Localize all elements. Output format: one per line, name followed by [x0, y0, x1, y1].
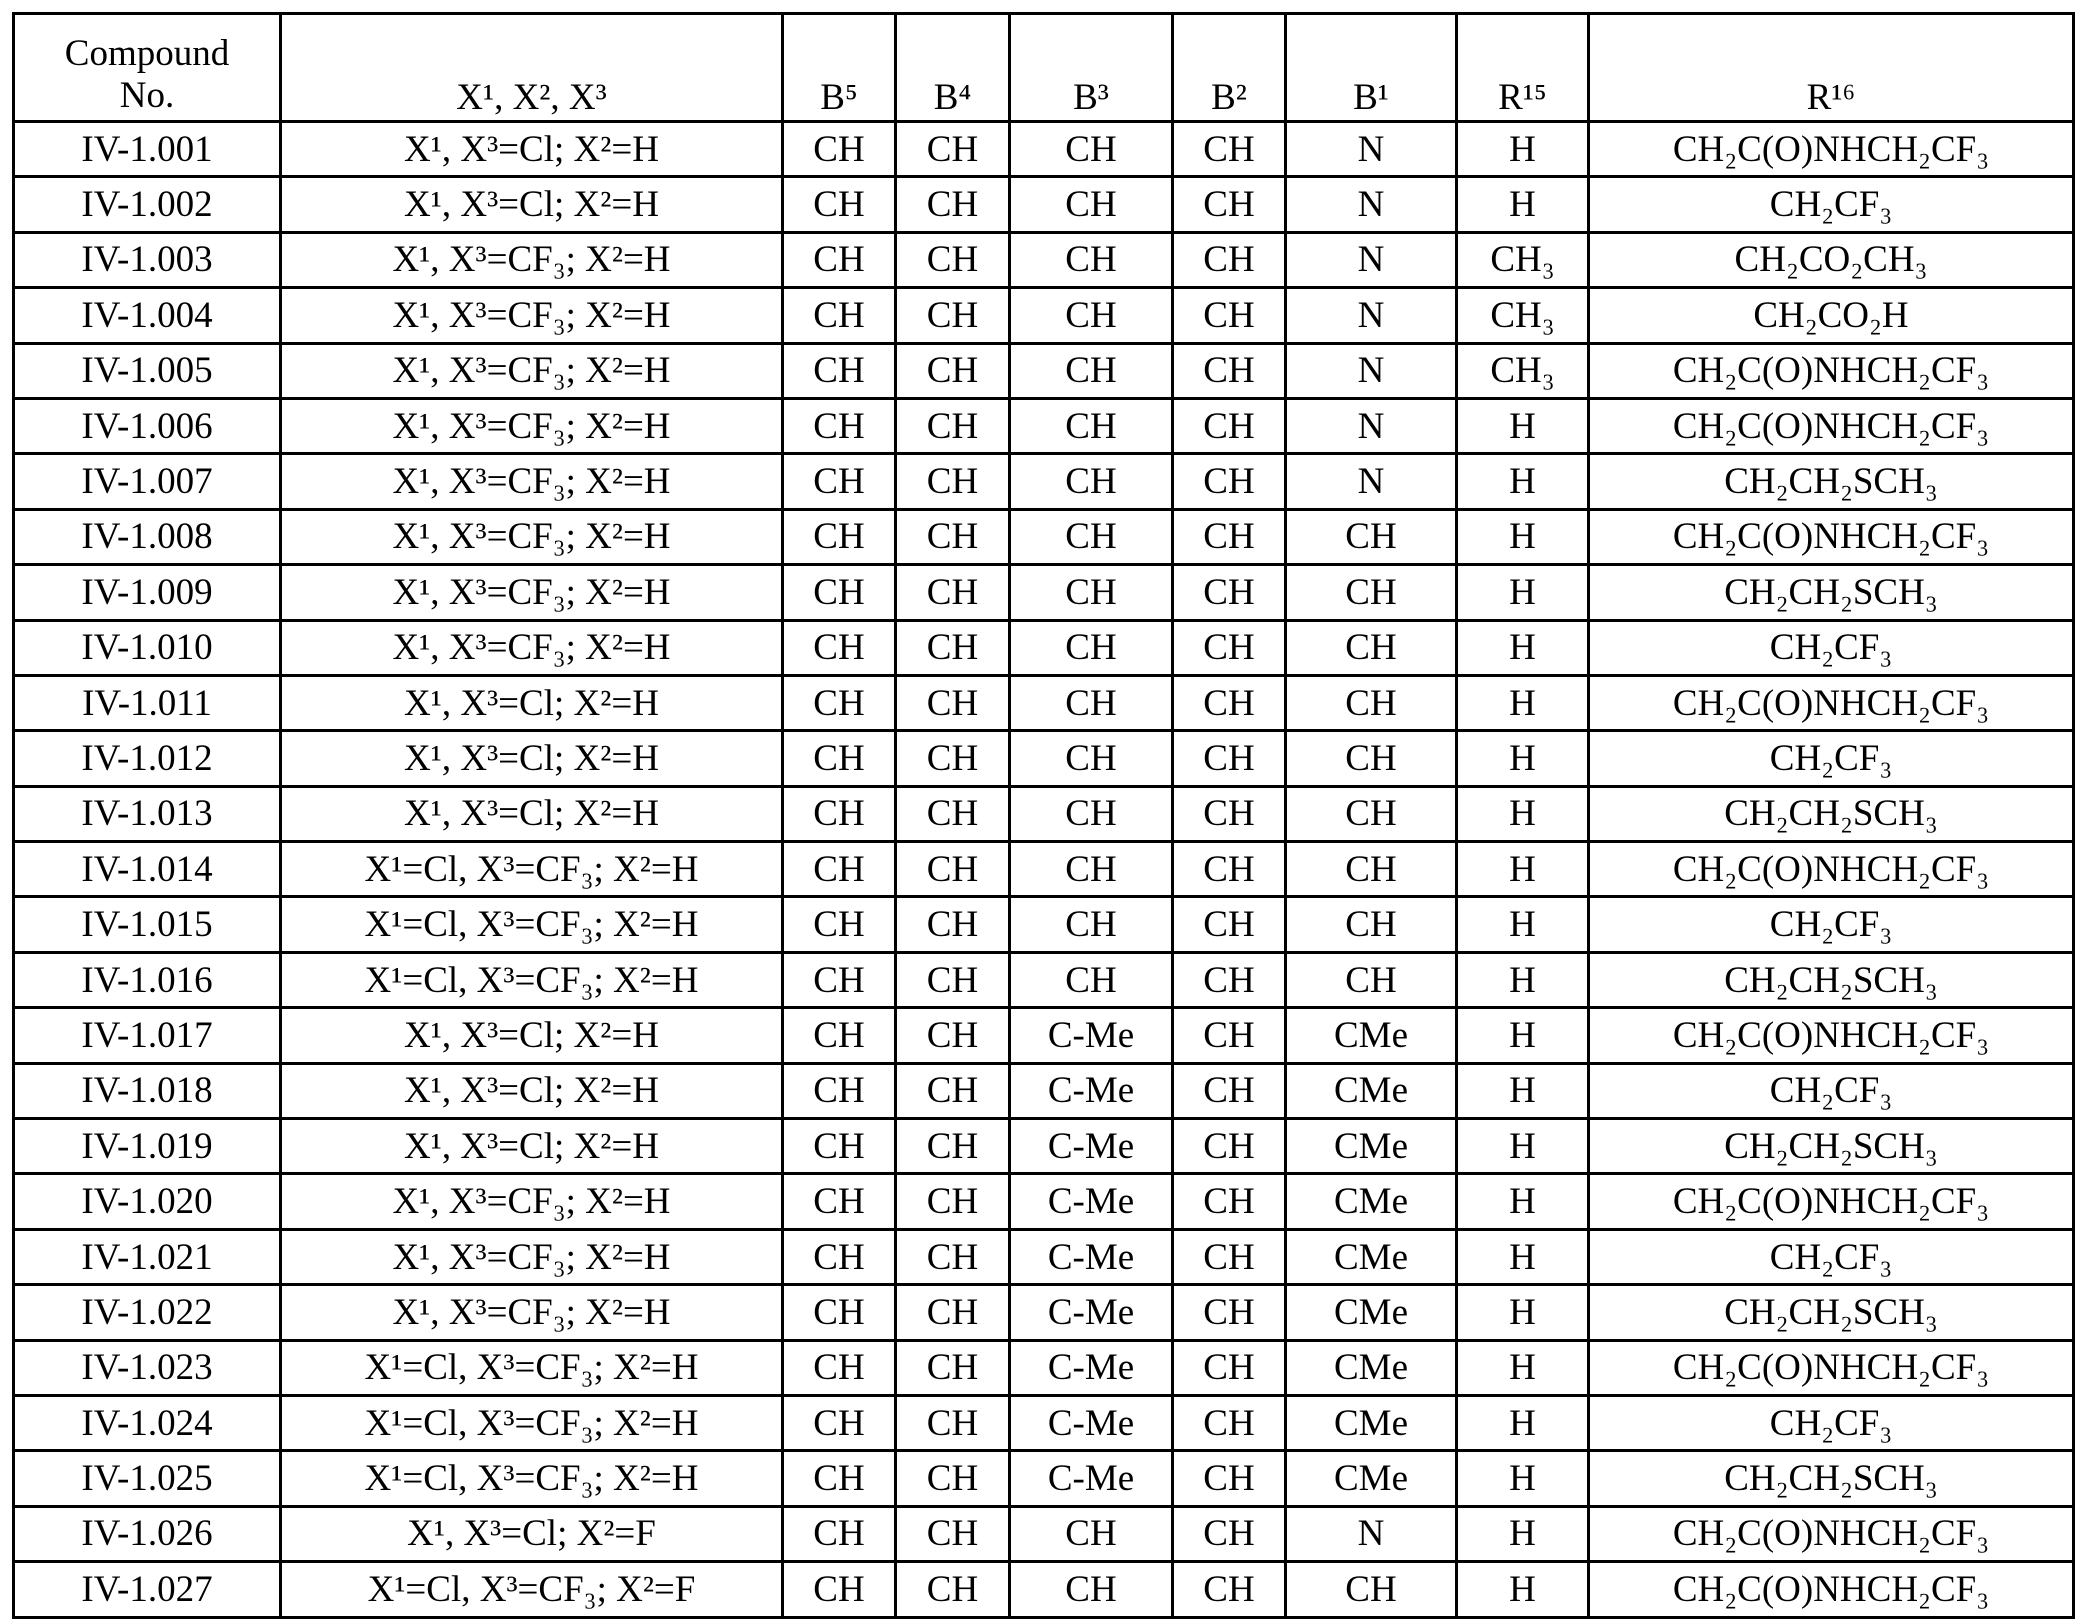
cell-compound-no: IV-1.001	[14, 122, 281, 177]
column-header-r15: R¹⁵	[1457, 14, 1589, 122]
cell-b5: CH	[783, 454, 896, 509]
cell-r16: CH₂CF₃	[1589, 1229, 2074, 1284]
cell-x-substituents: X¹=Cl, X³=CF₃; X²=H	[281, 1395, 783, 1450]
cell-compound-no: IV-1.010	[14, 620, 281, 675]
cell-r16: CH₂C(O)NHCH₂CF₃	[1589, 1174, 2074, 1229]
cell-b3: CH	[1010, 565, 1173, 620]
cell-b2: CH	[1173, 1008, 1286, 1063]
cell-b2: CH	[1173, 177, 1286, 232]
cell-b1: CH	[1286, 675, 1457, 730]
cell-b4: CH	[896, 1506, 1010, 1561]
cell-b3: C-Me	[1010, 1063, 1173, 1118]
cell-b5: CH	[783, 1008, 896, 1063]
cell-b3: CH	[1010, 122, 1173, 177]
cell-compound-no: IV-1.011	[14, 675, 281, 730]
cell-x-substituents: X¹, X³=Cl; X²=H	[281, 786, 783, 841]
table-row	[14, 1285, 2074, 1340]
cell-b4: CH	[896, 1119, 1010, 1174]
cell-b5: CH	[783, 897, 896, 952]
cell-x-substituents: X¹=Cl, X³=CF₃; X²=H	[281, 1451, 783, 1506]
column-header-b1: B¹	[1286, 14, 1457, 122]
cell-compound-no: IV-1.022	[14, 1285, 281, 1340]
cell-b5: CH	[783, 1063, 896, 1118]
cell-b2: CH	[1173, 952, 1286, 1007]
cell-compound-no: IV-1.004	[14, 288, 281, 343]
cell-r16: CH₂C(O)NHCH₂CF₃	[1589, 1340, 2074, 1395]
cell-b1: CMe	[1286, 1119, 1457, 1174]
cell-compound-no: IV-1.008	[14, 509, 281, 564]
cell-b2: CH	[1173, 1451, 1286, 1506]
cell-x-substituents: X¹, X³=CF₃; X²=H	[281, 232, 783, 287]
cell-compound-no: IV-1.023	[14, 1340, 281, 1395]
cell-b2: CH	[1173, 1285, 1286, 1340]
cell-b5: CH	[783, 1119, 896, 1174]
cell-r16: CH₂CF₃	[1589, 1395, 2074, 1450]
cell-b4: CH	[896, 398, 1010, 453]
cell-b1: CH	[1286, 842, 1457, 897]
cell-b3: CH	[1010, 897, 1173, 952]
cell-compound-no: IV-1.013	[14, 786, 281, 841]
cell-b5: CH	[783, 122, 896, 177]
cell-b1: CMe	[1286, 1340, 1457, 1395]
cell-b1: N	[1286, 1506, 1457, 1561]
cell-b4: CH	[896, 509, 1010, 564]
cell-compound-no: IV-1.017	[14, 1008, 281, 1063]
cell-b5: CH	[783, 1174, 896, 1229]
cell-b5: CH	[783, 288, 896, 343]
cell-r16: CH₂C(O)NHCH₂CF₃	[1589, 398, 2074, 453]
cell-x-substituents: X¹=Cl, X³=CF₃; X²=H	[281, 1340, 783, 1395]
cell-x-substituents: X¹, X³=CF₃; X²=H	[281, 620, 783, 675]
cell-b2: CH	[1173, 897, 1286, 952]
cell-b1: CMe	[1286, 1451, 1457, 1506]
cell-r16: CH₂C(O)NHCH₂CF₃	[1589, 1562, 2074, 1617]
cell-r15: H	[1457, 454, 1589, 509]
table-row	[14, 620, 2074, 675]
column-header-x-substituents: X¹, X², X³	[281, 14, 783, 122]
cell-b5: CH	[783, 1395, 896, 1450]
cell-compound-no: IV-1.024	[14, 1395, 281, 1450]
cell-b1: CMe	[1286, 1285, 1457, 1340]
cell-compound-no: IV-1.006	[14, 398, 281, 453]
cell-b1: CH	[1286, 620, 1457, 675]
cell-b3: CH	[1010, 731, 1173, 786]
table-row	[14, 1506, 2074, 1561]
cell-b2: CH	[1173, 343, 1286, 398]
cell-x-substituents: X¹, X³=Cl; X²=H	[281, 1119, 783, 1174]
cell-b2: CH	[1173, 620, 1286, 675]
cell-x-substituents: X¹, X³=CF₃; X²=H	[281, 288, 783, 343]
table-row	[14, 897, 2074, 952]
cell-b3: C-Me	[1010, 1340, 1173, 1395]
cell-r15: CH₃	[1457, 232, 1589, 287]
cell-b3: CH	[1010, 952, 1173, 1007]
cell-x-substituents: X¹=Cl, X³=CF₃; X²=H	[281, 842, 783, 897]
cell-b3: CH	[1010, 1562, 1173, 1617]
cell-b1: CH	[1286, 952, 1457, 1007]
cell-b4: CH	[896, 897, 1010, 952]
cell-r15: CH₃	[1457, 343, 1589, 398]
cell-r16: CH₂C(O)NHCH₂CF₃	[1589, 1506, 2074, 1561]
cell-b4: CH	[896, 177, 1010, 232]
cell-b1: N	[1286, 288, 1457, 343]
cell-b2: CH	[1173, 288, 1286, 343]
table-row	[14, 343, 2074, 398]
cell-b1: CH	[1286, 897, 1457, 952]
cell-b1: N	[1286, 122, 1457, 177]
cell-x-substituents: X¹, X³=CF₃; X²=H	[281, 1285, 783, 1340]
cell-b4: CH	[896, 454, 1010, 509]
cell-b3: CH	[1010, 398, 1173, 453]
cell-b4: CH	[896, 1285, 1010, 1340]
cell-b5: CH	[783, 1506, 896, 1561]
table-row	[14, 1063, 2074, 1118]
header-row	[14, 14, 2074, 122]
cell-b4: CH	[896, 620, 1010, 675]
table-row	[14, 786, 2074, 841]
cell-b3: C-Me	[1010, 1008, 1173, 1063]
table-row	[14, 731, 2074, 786]
cell-x-substituents: X¹=Cl, X³=CF₃; X²=F	[281, 1562, 783, 1617]
cell-r15: H	[1457, 177, 1589, 232]
cell-b4: CH	[896, 1395, 1010, 1450]
cell-compound-no: IV-1.007	[14, 454, 281, 509]
cell-x-substituents: X¹, X³=CF₃; X²=H	[281, 565, 783, 620]
cell-r15: H	[1457, 1008, 1589, 1063]
cell-b2: CH	[1173, 1119, 1286, 1174]
cell-b2: CH	[1173, 1174, 1286, 1229]
cell-b4: CH	[896, 1562, 1010, 1617]
cell-r16: CH₂CF₃	[1589, 177, 2074, 232]
cell-r16: CH₂CH₂SCH₃	[1589, 565, 2074, 620]
cell-b5: CH	[783, 398, 896, 453]
cell-b3: CH	[1010, 675, 1173, 730]
cell-b4: CH	[896, 122, 1010, 177]
cell-r15: H	[1457, 897, 1589, 952]
cell-b3: C-Me	[1010, 1229, 1173, 1284]
cell-b1: CH	[1286, 731, 1457, 786]
cell-compound-no: IV-1.002	[14, 177, 281, 232]
cell-b5: CH	[783, 1562, 896, 1617]
cell-b2: CH	[1173, 842, 1286, 897]
cell-x-substituents: X¹, X³=CF₃; X²=H	[281, 509, 783, 564]
cell-x-substituents: X¹, X³=CF₃; X²=H	[281, 1229, 783, 1284]
cell-b4: CH	[896, 232, 1010, 287]
cell-compound-no: IV-1.027	[14, 1562, 281, 1617]
cell-b1: CH	[1286, 509, 1457, 564]
cell-b3: CH	[1010, 177, 1173, 232]
cell-b3: C-Me	[1010, 1174, 1173, 1229]
column-header-b3: B³	[1010, 14, 1173, 122]
cell-compound-no: IV-1.015	[14, 897, 281, 952]
cell-compound-no: IV-1.012	[14, 731, 281, 786]
column-header-compound-no: Compound No.	[14, 14, 281, 122]
cell-x-substituents: X¹, X³=Cl; X²=H	[281, 1008, 783, 1063]
cell-r16: CH₂C(O)NHCH₂CF₃	[1589, 509, 2074, 564]
cell-compound-no: IV-1.009	[14, 565, 281, 620]
cell-b3: CH	[1010, 1506, 1173, 1561]
cell-b4: CH	[896, 731, 1010, 786]
cell-b1: CMe	[1286, 1229, 1457, 1284]
cell-b2: CH	[1173, 786, 1286, 841]
cell-b4: CH	[896, 1451, 1010, 1506]
cell-r15: H	[1457, 786, 1589, 841]
cell-r15: H	[1457, 675, 1589, 730]
cell-compound-no: IV-1.014	[14, 842, 281, 897]
cell-b4: CH	[896, 1063, 1010, 1118]
cell-r16: CH₂CH₂SCH₃	[1589, 952, 2074, 1007]
cell-b5: CH	[783, 842, 896, 897]
table-row	[14, 675, 2074, 730]
table-row	[14, 1395, 2074, 1450]
cell-r16: CH₂CF₃	[1589, 897, 2074, 952]
cell-r16: CH₂CO₂CH₃	[1589, 232, 2074, 287]
cell-compound-no: IV-1.018	[14, 1063, 281, 1118]
cell-b2: CH	[1173, 509, 1286, 564]
cell-r15: H	[1457, 1562, 1589, 1617]
cell-b2: CH	[1173, 731, 1286, 786]
cell-b5: CH	[783, 952, 896, 1007]
cell-x-substituents: X¹=Cl, X³=CF₃; X²=H	[281, 897, 783, 952]
cell-r15: H	[1457, 1119, 1589, 1174]
table-row	[14, 177, 2074, 232]
cell-b2: CH	[1173, 232, 1286, 287]
cell-r16: CH₂CF₃	[1589, 731, 2074, 786]
cell-x-substituents: X¹, X³=CF₃; X²=H	[281, 1174, 783, 1229]
cell-b4: CH	[896, 1008, 1010, 1063]
cell-r16: CH₂CH₂SCH₃	[1589, 454, 2074, 509]
table-row	[14, 232, 2074, 287]
cell-b3: CH	[1010, 343, 1173, 398]
cell-compound-no: IV-1.016	[14, 952, 281, 1007]
table-row	[14, 509, 2074, 564]
cell-b2: CH	[1173, 398, 1286, 453]
cell-r15: H	[1457, 1229, 1589, 1284]
table-row	[14, 288, 2074, 343]
cell-compound-no: IV-1.005	[14, 343, 281, 398]
cell-b5: CH	[783, 565, 896, 620]
cell-b5: CH	[783, 343, 896, 398]
column-header-r16: R¹⁶	[1589, 14, 2074, 122]
cell-b4: CH	[896, 842, 1010, 897]
cell-r16: CH₂C(O)NHCH₂CF₃	[1589, 122, 2074, 177]
cell-b2: CH	[1173, 565, 1286, 620]
column-header-b4: B⁴	[896, 14, 1010, 122]
cell-b4: CH	[896, 952, 1010, 1007]
table-row	[14, 565, 2074, 620]
cell-r16: CH₂CH₂SCH₃	[1589, 1119, 2074, 1174]
cell-b3: CH	[1010, 288, 1173, 343]
cell-b3: C-Me	[1010, 1119, 1173, 1174]
cell-b1: CMe	[1286, 1395, 1457, 1450]
table-row	[14, 1174, 2074, 1229]
cell-r16: CH₂C(O)NHCH₂CF₃	[1589, 343, 2074, 398]
cell-b2: CH	[1173, 1063, 1286, 1118]
cell-r15: H	[1457, 1395, 1589, 1450]
cell-b2: CH	[1173, 1506, 1286, 1561]
cell-b2: CH	[1173, 675, 1286, 730]
cell-b5: CH	[783, 509, 896, 564]
cell-compound-no: IV-1.025	[14, 1451, 281, 1506]
cell-r15: H	[1457, 1174, 1589, 1229]
column-header-b5: B⁵	[783, 14, 896, 122]
cell-b1: N	[1286, 232, 1457, 287]
cell-r15: H	[1457, 1506, 1589, 1561]
cell-x-substituents: X¹, X³=Cl; X²=H	[281, 731, 783, 786]
cell-b1: N	[1286, 398, 1457, 453]
cell-b3: CH	[1010, 786, 1173, 841]
cell-b5: CH	[783, 1285, 896, 1340]
cell-b5: CH	[783, 675, 896, 730]
cell-x-substituents: X¹, X³=Cl; X²=F	[281, 1506, 783, 1561]
cell-r16: CH₂CH₂SCH₃	[1589, 1285, 2074, 1340]
table-row	[14, 1119, 2074, 1174]
table-row	[14, 1229, 2074, 1284]
cell-b1: N	[1286, 454, 1457, 509]
cell-b1: CMe	[1286, 1008, 1457, 1063]
cell-r15: H	[1457, 842, 1589, 897]
cell-r16: CH₂C(O)NHCH₂CF₃	[1589, 1008, 2074, 1063]
cell-b4: CH	[896, 565, 1010, 620]
cell-x-substituents: X¹, X³=CF₃; X²=H	[281, 343, 783, 398]
cell-b1: CH	[1286, 565, 1457, 620]
cell-r15: CH₃	[1457, 288, 1589, 343]
table-row	[14, 952, 2074, 1007]
cell-b2: CH	[1173, 1562, 1286, 1617]
cell-x-substituents: X¹, X³=Cl; X²=H	[281, 177, 783, 232]
cell-b5: CH	[783, 620, 896, 675]
table-row	[14, 1562, 2074, 1617]
cell-x-substituents: X¹, X³=CF₃; X²=H	[281, 398, 783, 453]
cell-b1: N	[1286, 177, 1457, 232]
cell-compound-no: IV-1.021	[14, 1229, 281, 1284]
cell-b2: CH	[1173, 1229, 1286, 1284]
cell-x-substituents: X¹, X³=Cl; X²=H	[281, 122, 783, 177]
table-row	[14, 842, 2074, 897]
cell-b4: CH	[896, 343, 1010, 398]
cell-r16: CH₂CO₂H	[1589, 288, 2074, 343]
cell-r15: H	[1457, 1451, 1589, 1506]
cell-b1: CMe	[1286, 1174, 1457, 1229]
column-header-b2: B²	[1173, 14, 1286, 122]
cell-b3: C-Me	[1010, 1285, 1173, 1340]
cell-b5: CH	[783, 786, 896, 841]
cell-r16: CH₂CH₂SCH₃	[1589, 786, 2074, 841]
table-row	[14, 454, 2074, 509]
cell-r15: H	[1457, 1285, 1589, 1340]
table-row	[14, 1008, 2074, 1063]
cell-b4: CH	[896, 1340, 1010, 1395]
cell-compound-no: IV-1.003	[14, 232, 281, 287]
cell-b2: CH	[1173, 1340, 1286, 1395]
cell-b1: CH	[1286, 1562, 1457, 1617]
cell-x-substituents: X¹=Cl, X³=CF₃; X²=H	[281, 952, 783, 1007]
cell-r15: H	[1457, 1063, 1589, 1118]
cell-b3: CH	[1010, 232, 1173, 287]
cell-r16: CH₂CH₂SCH₃	[1589, 1451, 2074, 1506]
cell-r15: H	[1457, 398, 1589, 453]
cell-b4: CH	[896, 288, 1010, 343]
cell-x-substituents: X¹, X³=CF₃; X²=H	[281, 454, 783, 509]
cell-b5: CH	[783, 1229, 896, 1284]
cell-r15: H	[1457, 565, 1589, 620]
cell-r16: CH₂C(O)NHCH₂CF₃	[1589, 842, 2074, 897]
table-row	[14, 122, 2074, 177]
cell-b4: CH	[896, 786, 1010, 841]
cell-b2: CH	[1173, 122, 1286, 177]
cell-b1: N	[1286, 343, 1457, 398]
cell-x-substituents: X¹, X³=Cl; X²=H	[281, 1063, 783, 1118]
cell-b2: CH	[1173, 1395, 1286, 1450]
cell-compound-no: IV-1.019	[14, 1119, 281, 1174]
cell-r16: CH₂CF₃	[1589, 620, 2074, 675]
cell-b3: CH	[1010, 454, 1173, 509]
table-row	[14, 398, 2074, 453]
cell-r15: H	[1457, 1340, 1589, 1395]
cell-b5: CH	[783, 177, 896, 232]
table-row	[14, 1451, 2074, 1506]
cell-b2: CH	[1173, 454, 1286, 509]
cell-r15: H	[1457, 731, 1589, 786]
cell-x-substituents: X¹, X³=Cl; X²=H	[281, 675, 783, 730]
cell-r15: H	[1457, 122, 1589, 177]
cell-b5: CH	[783, 1340, 896, 1395]
cell-r15: H	[1457, 620, 1589, 675]
cell-b5: CH	[783, 1451, 896, 1506]
cell-r16: CH₂C(O)NHCH₂CF₃	[1589, 675, 2074, 730]
cell-b4: CH	[896, 675, 1010, 730]
compound-table	[12, 12, 2075, 1619]
cell-b3: C-Me	[1010, 1395, 1173, 1450]
cell-b5: CH	[783, 731, 896, 786]
cell-compound-no: IV-1.020	[14, 1174, 281, 1229]
cell-b4: CH	[896, 1229, 1010, 1284]
cell-r16: CH₂CF₃	[1589, 1063, 2074, 1118]
cell-b1: CMe	[1286, 1063, 1457, 1118]
cell-b3: C-Me	[1010, 1451, 1173, 1506]
table-row	[14, 1340, 2074, 1395]
cell-b3: CH	[1010, 842, 1173, 897]
cell-compound-no: IV-1.026	[14, 1506, 281, 1561]
cell-b4: CH	[896, 1174, 1010, 1229]
cell-b1: CH	[1286, 786, 1457, 841]
cell-r15: H	[1457, 952, 1589, 1007]
cell-b3: CH	[1010, 509, 1173, 564]
cell-b5: CH	[783, 232, 896, 287]
cell-r15: H	[1457, 509, 1589, 564]
cell-b3: CH	[1010, 620, 1173, 675]
